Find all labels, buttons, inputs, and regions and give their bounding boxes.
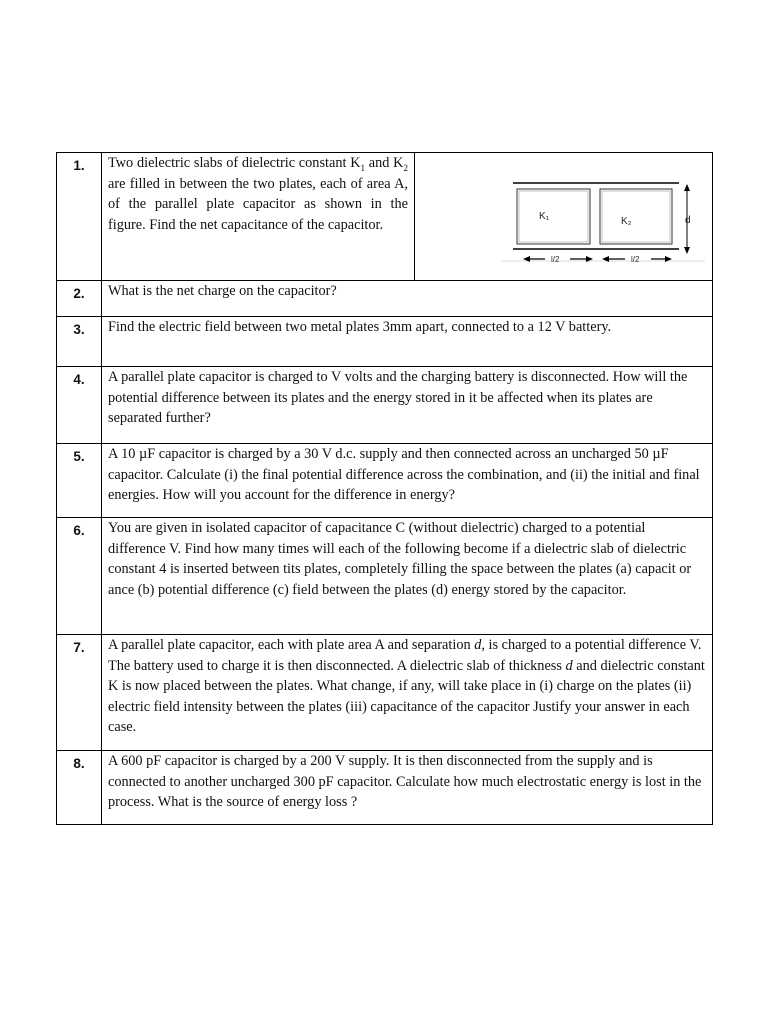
- question-number: 7.: [57, 635, 102, 751]
- question-row-4: [57, 367, 713, 444]
- question-number: 1.: [57, 153, 102, 281]
- question-number: 6.: [57, 518, 102, 635]
- question-text: A 600 pF capacitor is charged by a 200 V supply. It is then disconnected from the supply and is connected to another uncharged 300 pF capacitor. Calculate how much electrostatic energy is lost in the process. What is the source of energy loss ?: [102, 751, 713, 825]
- width-label-1: l/2: [551, 255, 560, 264]
- slab-label-k1: K₁: [539, 211, 550, 222]
- question-text: Two dielectric slabs of dielectric constant $K_1$ and $K_2$ are filled in between the two plates, each of area A, of the parallel plate capacitor as shown in the figure. Find the net capacitance of the capacitor.: [102, 153, 415, 281]
- question-text: What is the net charge on the capacitor?: [102, 281, 713, 317]
- slab-label-k2: K₂: [621, 216, 632, 227]
- question-text: A 10 µF capacitor is charged by a 30 V d.c. supply and then connected across an uncharged 50 µF capacitor. Calculate (i) the final potential difference across the combination, and (ii) the initial and final energies. How will you account for the difference in energy?: [102, 444, 713, 518]
- question-row-2: [57, 281, 713, 317]
- question-number: 4.: [57, 367, 102, 444]
- question-text: Find the electric field between two metal plates 3mm apart, connected to a 12 V battery.: [102, 317, 713, 367]
- question-row-5: [57, 444, 713, 518]
- question-text: A parallel plate capacitor, each with plate area A and separation d, is charged to a potential difference V. The battery used to charge it is then disconnected. A dielectric slab of thickness d and dielectric constant K is now placed between the plates. What change, if any, will take place in (i) charge on the plates (ii) electric field intensity between the plates (iii) capacitance of the capacitor Justify your answer in each case.: [102, 635, 713, 751]
- question-number: 2.: [57, 281, 102, 317]
- question-row-6: [57, 518, 713, 635]
- question-row-1: [57, 153, 713, 281]
- capacitor-diagram: [415, 153, 713, 279]
- question-row-3: [57, 317, 713, 367]
- questions-table: [56, 152, 713, 825]
- dielectric-slab-k2: [600, 189, 672, 244]
- width-label-2: l/2: [631, 255, 640, 264]
- question-number: 3.: [57, 317, 102, 367]
- question-row-7: [57, 635, 713, 751]
- question-text: A parallel plate capacitor is charged to V volts and the charging battery is disconnected. How will the potential difference between its plates and the energy stored in it be affected when its plates are separated further?: [102, 367, 713, 444]
- question-row-8: [57, 751, 713, 825]
- question-number: 5.: [57, 444, 102, 518]
- question-number: 8.: [57, 751, 102, 825]
- capacitor-figure: [415, 153, 713, 281]
- question-text: You are given in isolated capacitor of capacitance C (without dielectric) charged to a potential difference V. Find how many times will each of the following become if a dielectric slab of dielectric constant 4 is inserted between tits plates, completely filling the space between the plates (a) capacit or ance (b) potential difference (c) field between the plates (d) energy stored by the capacitor.: [102, 518, 713, 635]
- gap-label-d: d: [685, 215, 691, 226]
- dielectric-slab-k1: [517, 189, 590, 244]
